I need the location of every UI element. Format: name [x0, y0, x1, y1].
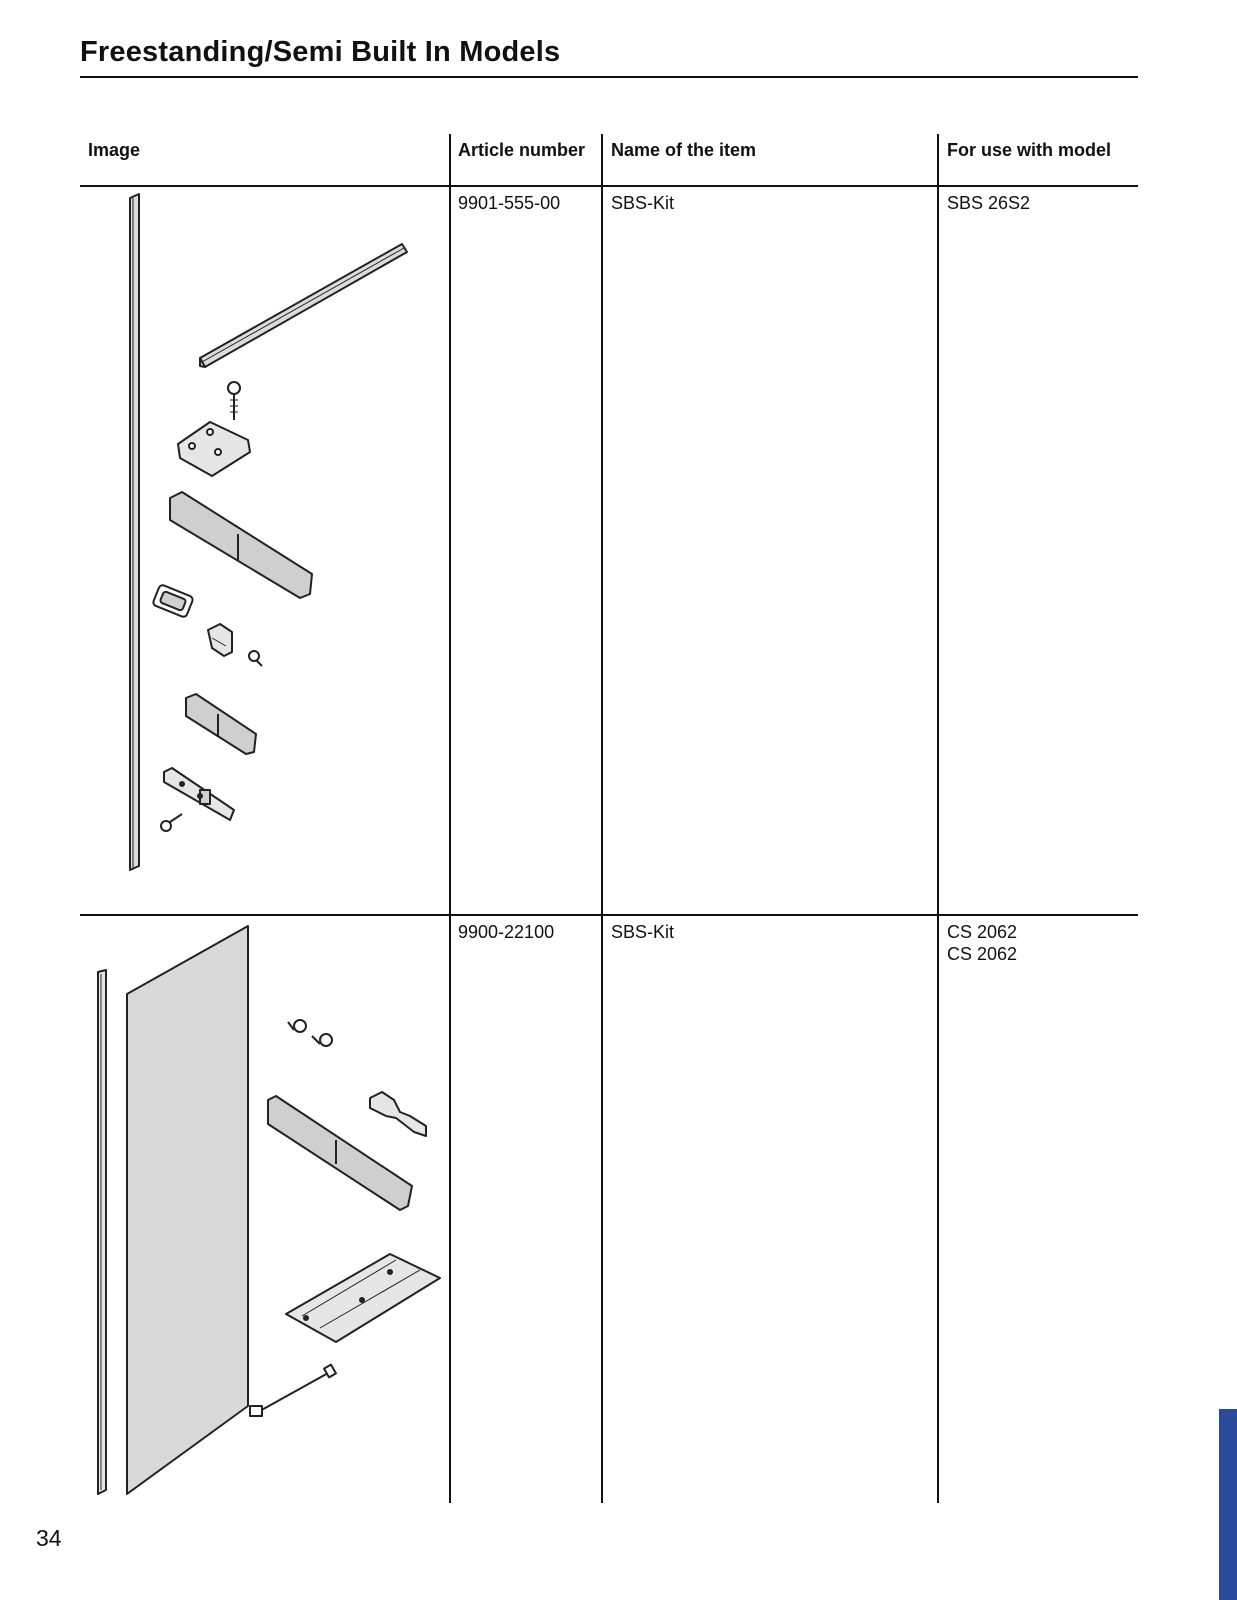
page-title: Freestanding/Semi Built In Models: [80, 36, 561, 68]
model-cell: CS 2062: [947, 944, 1018, 964]
column-header-model: For use with model: [947, 140, 1112, 160]
column-header-name: Name of the item: [611, 140, 757, 160]
column-divider: [937, 134, 939, 1503]
page-number: 34: [36, 1525, 62, 1551]
row-divider: [80, 914, 1138, 916]
header-rule: [80, 185, 1138, 187]
item-name-cell: SBS-Kit: [611, 193, 675, 213]
article-number-cell: 9901-555-00: [458, 193, 561, 213]
column-divider: [601, 134, 603, 1503]
column-header-image: Image: [88, 140, 141, 160]
model-cell: CS 2062: [947, 922, 1018, 942]
item-name-cell: SBS-Kit: [611, 922, 675, 942]
section-tab: [1219, 1409, 1237, 1600]
sbs-kit-parts-drawing: [100, 190, 440, 880]
title-rule: [80, 76, 1138, 78]
article-number-cell: 9900-22100: [458, 922, 555, 942]
model-cell: SBS 26S2: [947, 193, 1031, 213]
sbs-kit-panel-parts-drawing: [90, 920, 445, 1500]
column-header-article-number: Article number: [458, 140, 586, 160]
column-divider: [449, 134, 451, 1503]
